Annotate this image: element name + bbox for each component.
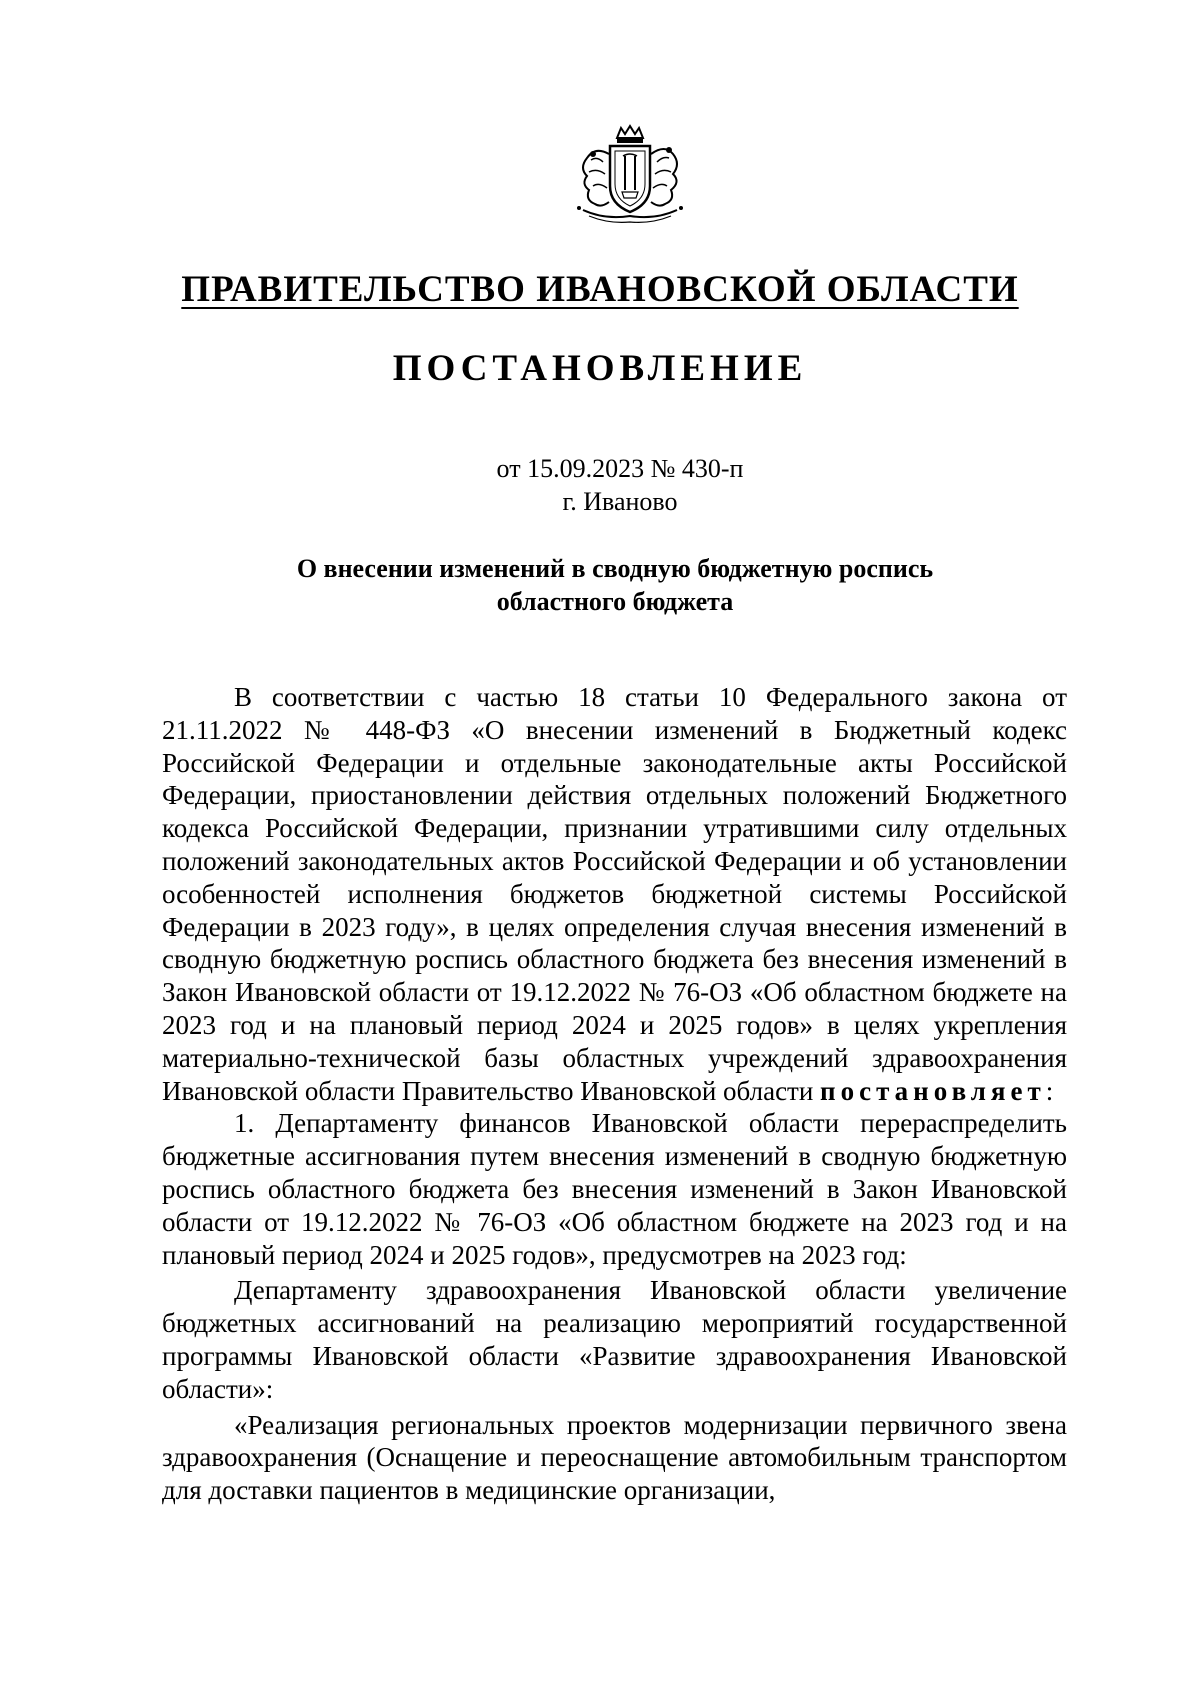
government-title: ПРАВИТЕЛЬСТВО ИВАНОВСКОЙ ОБЛАСТИ <box>181 269 1019 310</box>
date-number: от 15.09.2023 № 430-п <box>496 454 744 483</box>
document-type-heading: ПОСТАНОВЛЕНИЕ <box>392 348 808 389</box>
preamble-text: В соответствии с частью 18 статьи 10 Федерального закона от 21.11.2022 № 448-ФЗ «О внесении изменений в Бюджетный кодекс Российской Федерации и отдельные законодательные акты Российской Федерации, приостановлении действия отдельных положений Бюджетного кодекса Российской Федерации, признании утратившими силу отдельных положений законодательных актов Российской Федерации и об установлении особенностей исполнения бюджетов бюджетной системы Российской Федерации в 2023 году», в целях определения случая внесения изменений в сводную бюджетную роспись областного бюджета без внесения изменений в Закон Ивановской области от 19.12.2022 № 76-ОЗ «Об областном бюджете на 2023 год и на плановый период 2024 и 2025 годов» в целях укрепления материально-технической базы областных учреждений здравоохранения Ивановской области Правительство Ивановской области <box>162 682 1067 1106</box>
resolves-keyword: постановляет <box>820 1075 1046 1106</box>
paragraph-item-1: 1. Департаменту финансов Ивановской области перераспределить бюджетные ассигнования путем внесения изменений в сводную бюджетную роспись областного бюджета без внесения изменений в Закон Ивановской области от 19.12.2022 № 76-ОЗ «Об областном бюджете на 2023 год и на плановый период 2024 и 2025 годов», предусмотрев на 2023 год: <box>162 1108 1067 1270</box>
document-meta <box>0 452 1200 518</box>
preamble-end: : <box>1045 1075 1054 1106</box>
city: г. Иваново <box>562 487 678 516</box>
paragraph-preamble <box>162 681 1067 1107</box>
subject-line-2: областного бюджета <box>496 587 734 616</box>
document-subject <box>0 552 1200 618</box>
paragraph-health-dept: Департаменту здравоохранения Ивановской области увеличение бюджетных ассигнований на реализацию мероприятий государственной программы Ивановской области «Развитие здравоохранения Ивановской области»: <box>162 1275 1067 1404</box>
paragraph-regional-projects: «Реализация региональных проектов модернизации первичного звена здравоохранения (Оснащение и переоснащение автомобильным транспортом для доставки пациентов в медицинские организации, <box>162 1409 1067 1506</box>
coat-of-arms-emblem <box>565 124 695 229</box>
subject-line-1: О внесении изменений в сводную бюджетную роспись <box>296 554 934 583</box>
document-body <box>162 681 1067 1507</box>
